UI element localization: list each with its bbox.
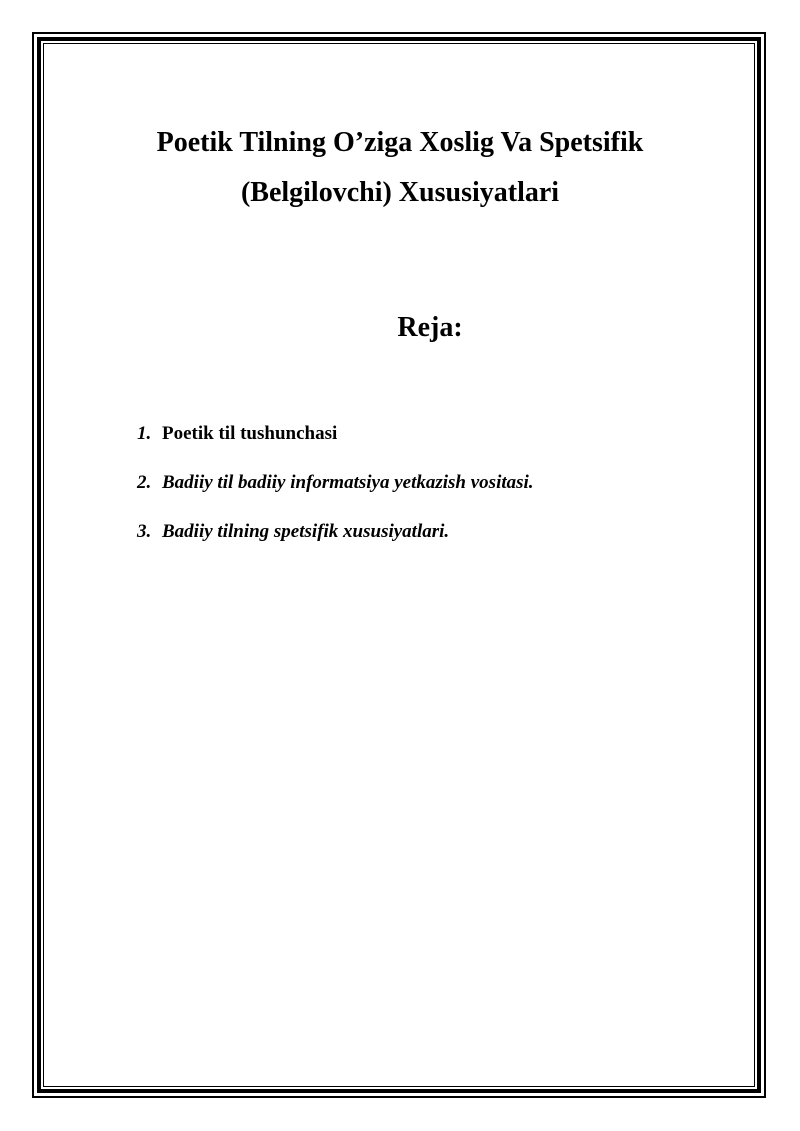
title-line-2: (Belgilovchi) Xususiyatlari [240, 177, 560, 208]
plan-item-text: Badiiy til badiiy informatsiya yetkazish vositasi. [162, 472, 534, 493]
plan-item-number: 2. [137, 472, 152, 493]
plan-item [137, 420, 534, 448]
plan-heading: Reja: [397, 312, 463, 343]
document-title [80, 118, 720, 218]
plan-list [137, 420, 534, 567]
plan-item-number: 3. [137, 521, 152, 542]
plan-item [137, 518, 534, 546]
plan-item-text: Badiiy tilning spetsifik xususiyatlari. [162, 521, 450, 542]
plan-item [137, 469, 534, 497]
title-line-1: Poetik Tilning O’ziga Xoslig Va Spetsifik [156, 127, 644, 158]
plan-item-text: Poetik til tushunchasi [162, 423, 338, 444]
plan-item-number: 1. [137, 423, 152, 444]
